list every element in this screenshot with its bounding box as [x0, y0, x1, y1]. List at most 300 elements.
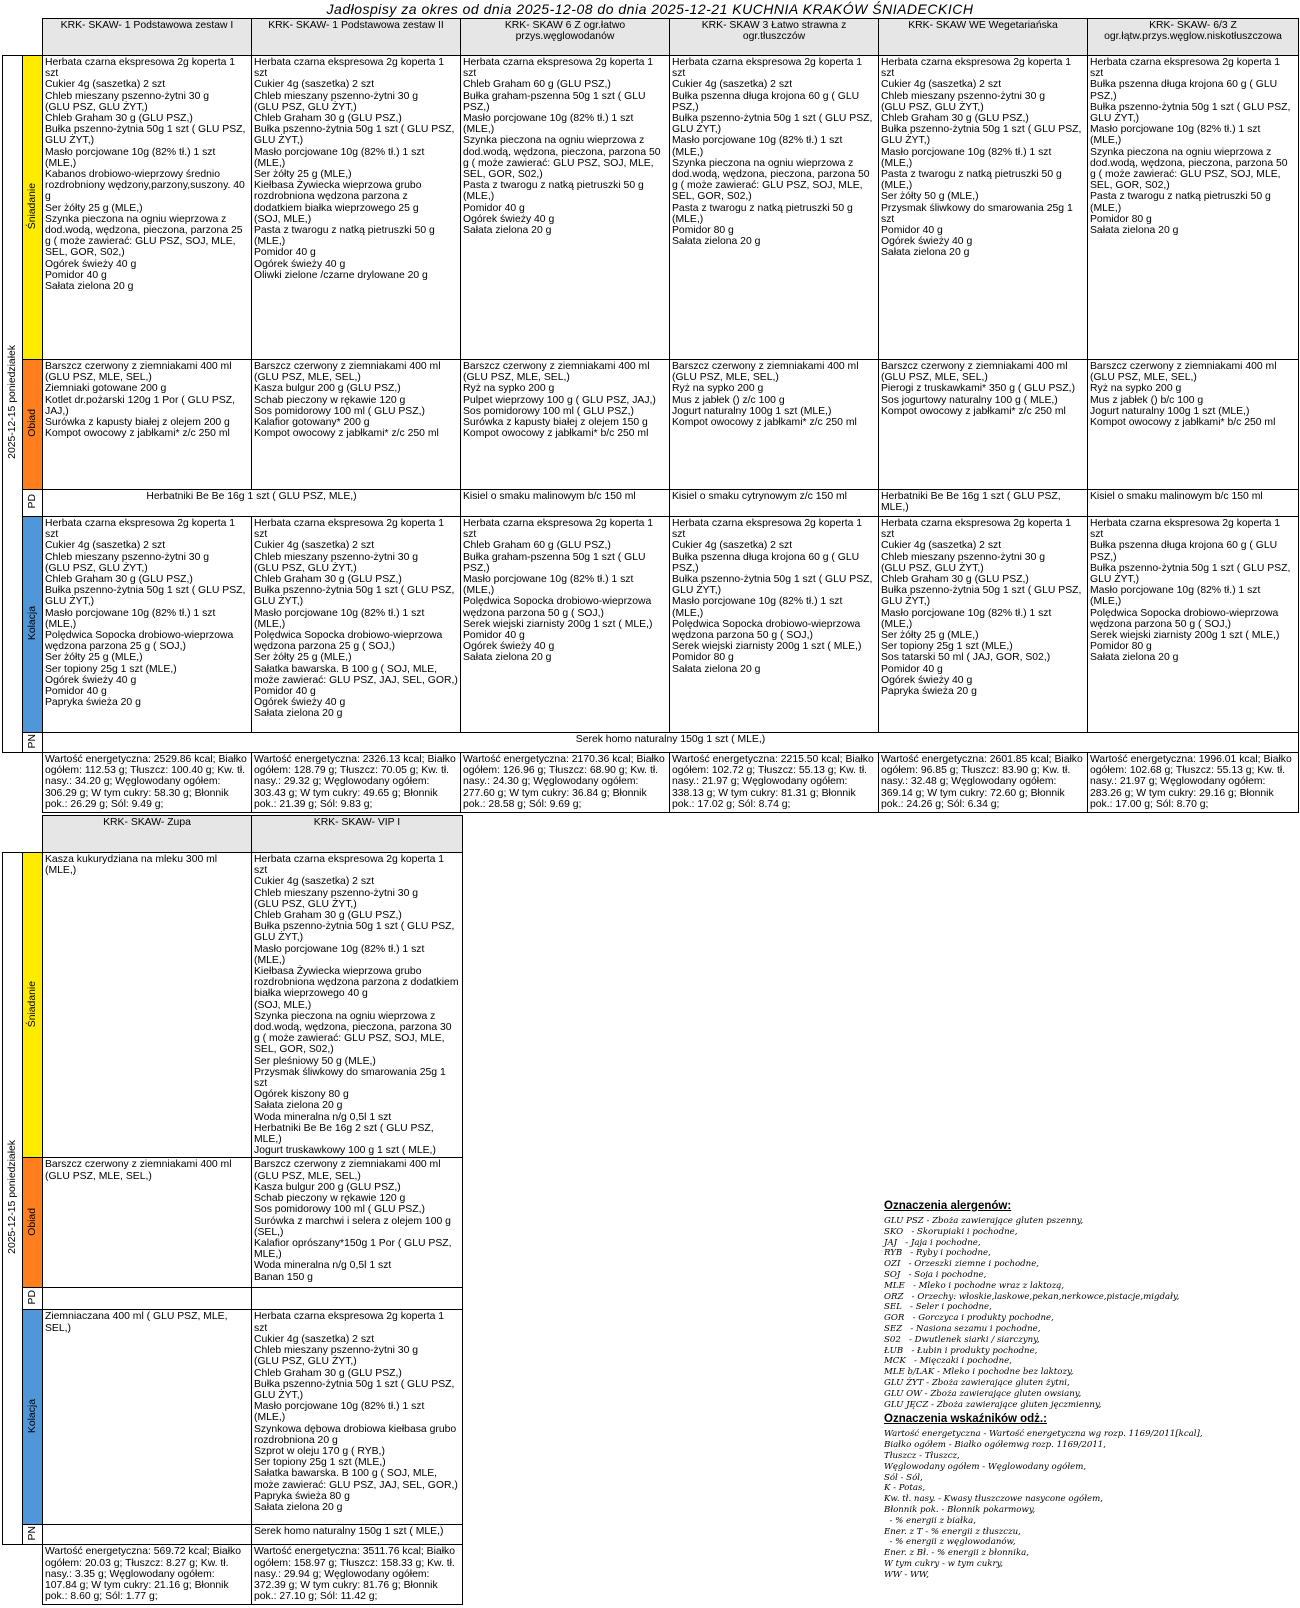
menu-cell — [461, 56, 670, 360]
list-item: (MLE,) — [463, 191, 495, 203]
list-item: Ogórek świeży 40 g — [45, 258, 137, 270]
menu-cell: Kisiel o smaku cytrynowym z/c 150 ml — [670, 490, 879, 517]
list-item: Chleb mieszany pszenno-żytni 30 g — [45, 551, 210, 563]
list-item: Chleb Graham 30 g (GLU PSZ,) — [881, 574, 1029, 586]
list-item: MLE b/LAK - Mleko i pochodne bez laktozy, — [884, 1367, 1074, 1378]
lunch-row — [3, 1158, 463, 1288]
list-item: Ser żółty 25 g (MLE,) — [45, 652, 143, 664]
list-item: Bułka pszenno-żytnia 50g 1 szt ( GLU PSZ, GLU ŻYT,) — [254, 921, 455, 944]
meal-label-pd: PD — [23, 490, 43, 517]
list-item: Sałata zielona 20 g — [672, 236, 761, 248]
list-item: Kasza bulgur 200 g (GLU PSZ,) — [254, 1181, 401, 1193]
list-item: Ogórek świeży 40 g — [463, 641, 555, 653]
list-item: Ser żółty 25 g (MLE,) — [254, 169, 352, 181]
list-item: Szynka pieczona na ogniu wieprzowa z dod.wodą, wędzona, pieczona, parzona 50 g ( może zawierać: GLU PSZ, SOJ, MLE, SEL, GOR, S02,) — [672, 157, 870, 203]
list-item: (MLE,) — [1090, 135, 1122, 147]
list-item: (MLE,) — [45, 865, 77, 877]
list-item: Ogórek świeży 40 g — [463, 213, 555, 225]
menu-cell — [43, 1158, 252, 1288]
list-item: Szprot w oleju 170 g ( RYB,) — [254, 1445, 385, 1457]
list-item: SOJ - Soja i pochodne, — [884, 1269, 987, 1280]
list-item: Masło porcjowane 10g (82% tł.) 1 szt — [45, 607, 216, 619]
list-item: Ser topiony 25g 1 szt (MLE,) — [254, 1457, 386, 1469]
list-item: Chleb mieszany pszenno-żytni 30 g — [254, 1345, 419, 1357]
list-item: Chleb Graham 30 g (GLU PSZ,) — [254, 113, 402, 125]
supper-row — [3, 1310, 463, 1525]
list-item: Serek wiejski ziarnisty 200g 1 szt ( MLE,) — [672, 641, 862, 653]
list-item: Błonnik pok. - Błonnik pokarmowy, — [884, 1504, 1036, 1515]
list-item: W tym cukry - w tym cukry, — [884, 1558, 1004, 1569]
list-item: Chleb Graham 60 g (GLU PSZ,) — [463, 79, 611, 91]
list-item: Jogurt naturalny 100g 1 szt (MLE,) — [672, 405, 832, 417]
legend — [884, 1200, 1300, 1581]
list-item: Herbata czarna ekspresowa 2g koperta 1 szt — [672, 518, 863, 541]
list-item: Sałata zielona 20 g — [672, 663, 761, 675]
list-item: (GLU PSZ, GLU ŻYT,) — [254, 562, 357, 574]
list-item: Pomidor 80 g — [1090, 213, 1152, 225]
list-item: Herbata czarna ekspresowa 2g koperta 1 szt — [254, 1311, 445, 1334]
list-item: Cukier 4g (saszetka) 2 szt — [672, 540, 793, 552]
diet-header: KRK- SKAW- 6/3 Z ogr.łątw.przys.węglow.niskotłuszczowa — [1088, 19, 1299, 56]
menu-cell — [252, 56, 461, 360]
diet-header: KRK- SKAW 6 Z ogr.łatwo przys.węglowodanów — [461, 19, 670, 56]
menu-cell — [43, 1288, 252, 1310]
list-item: Bułka pszenna długa krojona 60 g ( GLU PSZ,) — [672, 90, 860, 113]
list-item: Bułka pszenno-żytnia 50g 1 szt ( GLU PSZ, GLU ŻYT,) — [672, 574, 873, 597]
list-item: Chleb mieszany pszenno-żytni 30 g — [881, 90, 1046, 102]
list-item: (MLE,) — [881, 618, 913, 630]
list-item: Ser żółty 25 g (MLE,) — [254, 652, 352, 664]
list-item: GLU PSZ - Zboża zawierające gluten pszenny, — [884, 1216, 1084, 1226]
diet-header: KRK- SKAW- 1 Podstawowa zestaw II — [252, 19, 461, 56]
list-item: Herbatniki Be Be 16g 2 szt ( GLU PSZ, MLE,) — [254, 1122, 434, 1146]
corner-blank — [3, 19, 43, 56]
list-item: Ser pleśniowy 50 g (MLE,) — [254, 1055, 376, 1067]
list-item: Barszcz czerwony z ziemniakami 400 ml (GLU PSZ, MLE, SEL,) — [672, 361, 859, 384]
list-item: Pulpet wieprzowy 100 g ( GLU PSZ, JAJ,) — [463, 394, 656, 406]
list-item: (GLU PSZ, GLU ŻYT,) — [254, 1356, 357, 1368]
list-item: (GLU PSZ, GLU ŻYT,) — [45, 101, 148, 113]
list-item: Ogórek świeży 40 g — [881, 236, 973, 248]
list-item: Sól - Sól, — [884, 1472, 923, 1483]
list-item: Schab pieczony w rękawie 120 g — [254, 394, 406, 406]
list-item: Bułka pszenno-żytnia 50g 1 szt ( GLU PSZ, GLU ŻYT,) — [254, 124, 455, 147]
diet-header: KRK- SKAW WE Wegetariańska — [879, 19, 1088, 56]
list-item: (GLU PSZ, GLU ŻYT,) — [45, 562, 148, 574]
list-item: Bułka graham-pszenna 50g 1 szt ( GLU PSZ,) — [463, 551, 646, 574]
list-item: Herbata czarna ekspresowa 2g koperta 1 szt — [254, 57, 445, 80]
list-item: Cukier 4g (saszetka) 2 szt — [45, 79, 166, 91]
list-item: Sałata zielona 20 g — [463, 225, 552, 237]
list-item: Przysmak śliwkowy do smarowania 25g 1 szt — [881, 202, 1073, 225]
list-item: Kalafior gotowany* 200 g — [254, 417, 370, 429]
menu-table-2 — [2, 815, 463, 1605]
pd-row — [3, 1288, 463, 1310]
list-item: Szynka pieczona na ogniu wieprzowa z dod.wodą, wędzona, pieczona, parzona 50 g ( może zawierać: GLU PSZ, SOJ, MLE, SEL, GOR, S02,) — [463, 135, 661, 181]
menu-cell — [879, 517, 1088, 733]
list-item: (GLU PSZ, GLU ŻYT,) — [881, 562, 984, 574]
list-item: GLU OW - Zboża zawierające gluten owsiany, — [884, 1388, 1082, 1399]
list-item: Masło porcjowane 10g (82% tł.) 1 szt — [1090, 124, 1261, 136]
list-item: GLU JĘCZ - Zboża zawierające gluten jęczmienny, — [884, 1399, 1102, 1410]
list-item: Cukier 4g (saszetka) 2 szt — [254, 1333, 375, 1345]
list-item: Bułka pszenno-żytnia 50g 1 szt ( GLU PSZ, GLU ŻYT,) — [881, 124, 1082, 147]
menu-cell — [252, 360, 461, 490]
list-item: Cukier 4g (saszetka) 2 szt — [254, 876, 375, 888]
list-item: Herbata czarna ekspresowa 2g koperta 1 szt — [881, 57, 1072, 80]
nutrition-cell: Wartość energetyczna: 3511.76 kcal; Białko ogółem: 158.97 g; Tłuszcz: 158.33 g; Kw. tł. nasy.: 29.94 g; Węglowodany ogółem: 372.39 g; W tym cukry: 81.76 g; Błonnik pok.: 27.10 g; Sól: 11.42 g; — [252, 1545, 463, 1605]
menu-cell — [43, 1525, 252, 1545]
list-item: Polędwica Sopocka drobiowo-wieprzowa wędzona parzona 50 g ( SOJ,) — [1090, 607, 1279, 630]
list-item: (MLE,) — [254, 1412, 286, 1424]
list-item: Sałata zielona 20 g — [881, 247, 970, 259]
list-item: Polędwica Sopocka drobiowo-wieprzowa wędzona parzona 50 g ( SOJ,) — [672, 618, 861, 642]
list-item: Ser żółty 50 g (MLE,) — [881, 191, 979, 203]
list-item: (MLE,) — [1090, 596, 1122, 608]
list-item: Sałata zielona 20 g — [1090, 652, 1179, 664]
menu-cell — [879, 360, 1088, 490]
list-item: Bułka pszenna długa krojona 60 g ( GLU PSZ,) — [1090, 79, 1278, 102]
list-item: Ogórek świeży 40 g — [45, 674, 137, 686]
diet-header: KRK- SKAW 3 Łatwo strawna z ogr.tłuszczów — [670, 19, 879, 56]
list-item: Herbata czarna ekspresowa 2g koperta 1 szt — [1090, 518, 1281, 541]
list-item: Ryż na sypko 200 g — [463, 383, 555, 395]
list-item: Sałatka bawarska. B 100 g ( SOJ, MLE, może zawierać: GLU PSZ, JAJ, SEL, GOR,) — [254, 1468, 458, 1491]
list-item: Surówka z kapusty białej z olejem 150 g — [463, 417, 648, 429]
list-item: Papryka świeża 20 g — [881, 686, 977, 698]
list-item: Pasta z twarogu z natką pietruszki 50 g — [1090, 191, 1271, 203]
list-item: - % energii z białka, — [884, 1515, 977, 1526]
list-item: Serek wiejski ziarnisty 200g 1 szt ( MLE,) — [463, 618, 653, 630]
list-item: Masło porcjowane 10g (82% tł.) 1 szt — [254, 1401, 425, 1413]
list-item: Pomidor 80 g — [1090, 641, 1152, 653]
list-item: Masło porcjowane 10g (82% tł.) 1 szt — [881, 146, 1052, 158]
menu-cell — [670, 56, 879, 360]
list-item: Herbata czarna ekspresowa 2g koperta 1 szt — [672, 57, 863, 80]
menu-cell: Serek homo naturalny 150g 1 szt ( MLE,) — [43, 733, 1299, 753]
list-item: - % energii z węglowodanów, — [884, 1537, 1016, 1548]
list-item: Ser topiony 25g 1 szt (MLE,) — [45, 663, 177, 675]
list-item: Mus z jabłek () z/c 100 g — [672, 394, 785, 406]
list-item: Cukier 4g (saszetka) 2 szt — [45, 540, 166, 552]
list-item: Masło porcjowane 10g (82% tł.) 1 szt — [254, 943, 425, 955]
list-item: Cukier 4g (saszetka) 2 szt — [881, 540, 1002, 552]
page-title: Jadłospisy za okres od dnia 2025-12-08 do dnia 2025-12-21 KUCHNIA KRAKÓW ŚNIADECKICH — [326, 1, 974, 17]
list-item: Chleb Graham 30 g (GLU PSZ,) — [45, 113, 193, 125]
header-row — [3, 816, 463, 853]
list-item: SEZ - Nasiona sezamu i pochodne, — [884, 1323, 1041, 1334]
list-item: Masło porcjowane 10g (82% tł.) 1 szt — [463, 113, 634, 125]
list-item: (MLE,) — [672, 607, 704, 619]
list-item: Szynka pieczona na ogniu wieprzowa z dod.wodą, wędzona, pieczona, parzona 30 g ( może zawierać: GLU PSZ, SOJ, MLE, SEL, GOR, S02,) — [254, 1010, 452, 1056]
list-item: Barszcz czerwony z ziemniakami 400 ml (GLU PSZ, MLE, SEL,) — [881, 361, 1068, 384]
meal-label-lunch: Obiad — [23, 360, 43, 490]
list-item: Pasta z twarogu z natką pietruszki 50 g — [881, 169, 1062, 181]
list-item: Herbata czarna ekspresowa 2g koperta 1 szt — [881, 518, 1072, 541]
list-item: Pasta z twarogu z natką pietruszki 50 g — [254, 225, 435, 237]
menu-cell — [461, 360, 670, 490]
pn-row — [3, 1525, 463, 1545]
list-item: Pomidor 40 g — [463, 630, 525, 642]
list-item: Schab pieczony w rękawie 120 g — [254, 1193, 406, 1205]
menu-cell — [43, 360, 252, 490]
pn-row — [3, 733, 1299, 753]
menu-cell: Herbatniki Be Be 16g 1 szt ( GLU PSZ, MLE,) — [43, 490, 461, 517]
list-item: (MLE,) — [881, 157, 913, 169]
list-item: Sałata zielona 20 g — [463, 652, 552, 664]
list-item: Pomidor 40 g — [254, 247, 316, 259]
list-item: Herbata czarna ekspresowa 2g koperta 1 szt — [463, 57, 654, 80]
menu-cell — [43, 517, 252, 733]
menu-cell: Kisiel o smaku malinowym b/c 150 ml — [1088, 490, 1299, 517]
list-item: Kabanos drobiowo-wieprzowy średnio rozdrobniony wędzony,parzony,suszony. 40 g — [45, 169, 245, 203]
list-item: SEL - Seler i pochodne, — [884, 1302, 992, 1313]
list-item: Sałata zielona 20 g — [254, 708, 343, 720]
list-item: Ser żółty 25 g (MLE,) — [881, 630, 979, 642]
list-item: Pasta z twarogu z natką pietruszki 50 g — [463, 180, 644, 192]
pd-row — [3, 490, 1299, 517]
list-item: Szynka pieczona na ogniu wieprzowa z dod.wodą, wędzona, pieczona, parzona 50 g ( może zawierać: GLU PSZ, SOJ, MLE, SEL, GOR, S02,) — [1090, 146, 1288, 192]
list-item: Pomidor 40 g — [881, 225, 943, 237]
list-item: Ener. z Bł. - % energii z błonnika, — [884, 1548, 1030, 1559]
list-item: Chleb Graham 30 g (GLU PSZ,) — [45, 574, 193, 586]
list-item: Kasza kukurydziana na mleku 300 ml — [45, 854, 218, 865]
menu-cell — [252, 517, 461, 733]
menu-cell — [461, 517, 670, 733]
list-item: Polędwica Sopocka drobiowo-wieprzowa wędzona parzona 50 g ( SOJ,) — [463, 596, 652, 619]
list-item: Masło porcjowane 10g (82% tł.) 1 szt — [1090, 585, 1261, 597]
date-label: 2025-12-15 poniedziałek — [6, 1140, 18, 1255]
list-item: Jogurt truskawkowy 100 g 1 szt ( MLE,) — [254, 1145, 436, 1157]
list-item: Bułka pszenna długa krojona 60 g ( GLU PSZ,) — [672, 551, 860, 574]
list-item: Polędwica Sopocka drobiowo-wieprzowa wędzona parzona 25 g ( SOJ,) — [45, 630, 234, 653]
list-item: GLU ŻYT - Zboża zawierające gluten żytni, — [884, 1377, 1070, 1388]
list-item: Masło porcjowane 10g (82% tł.) 1 szt — [254, 146, 425, 158]
list-item: Papryka świeża 20 g — [45, 697, 141, 709]
list-item: Oliwki zielone /czarne drylowane 20 g — [254, 269, 428, 281]
list-item: Cukier 4g (saszetka) 2 szt — [254, 79, 375, 91]
list-item: Barszcz czerwony z ziemniakami 400 ml (GLU PSZ, MLE, SEL,) — [45, 361, 232, 384]
list-item: Kompot owocowy z jabłkami* z/c 250 ml — [45, 428, 230, 440]
list-item: Masło porcjowane 10g (82% tł.) 1 szt — [672, 135, 843, 147]
list-item: Ziemniaki gotowane 200 g — [45, 383, 167, 395]
list-item: Ryż na sypko 200 g — [1090, 383, 1182, 395]
list-item: Bułka graham-pszenna 50g 1 szt ( GLU PSZ,) — [463, 90, 646, 113]
list-item: WW - WW, — [884, 1569, 929, 1580]
list-item: Sos pomidorowy 100 ml ( GLU PSZ,) — [254, 1204, 425, 1216]
allergens-title: Oznaczenia alergenów: — [884, 1200, 1012, 1212]
menu-cell: Herbatniki Be Be 16g 1 szt ( GLU PSZ, MLE,) — [879, 490, 1088, 517]
nutrition-cell: Wartość energetyczna: 1996.01 kcal; Białko ogółem: 102.68 g; Tłuszcz: 55.13 g; Kw. tł. nasy.: 21.97 g; Węglowodany ogółem: 283.26 g; W tym cukry: 29.16 g; Błonnik pok.: 17.00 g; Sól: 8.70 g; — [1088, 753, 1299, 813]
meal-label-pn: PN — [23, 733, 43, 753]
list-item: Chleb mieszany pszenno-żytni 30 g — [254, 90, 419, 102]
list-item: Pomidor 40 g — [463, 202, 525, 214]
list-item: Białko ogółem - Białko ogółemwg rozp. 1169/2011, — [884, 1440, 1107, 1451]
list-item: Sos pomidorowy 100 ml ( GLU PSZ,) — [254, 405, 425, 417]
list-item: Kasza bulgur 200 g (GLU PSZ,) — [254, 383, 401, 395]
menu-cell — [1088, 517, 1299, 733]
meal-label-pn: PN — [23, 1525, 43, 1545]
menu-cell — [252, 1310, 463, 1525]
list-item: Pomidor 80 g — [672, 652, 734, 664]
lunch-row — [3, 360, 1299, 490]
list-item: Herbata czarna ekspresowa 2g koperta 1 szt — [463, 518, 654, 541]
list-item: Przysmak śliwkowy do smarowania 25g 1 szt — [254, 1066, 446, 1090]
menu-cell — [252, 1288, 463, 1310]
list-item: Barszcz czerwony z ziemniakami 400 ml (GLU PSZ, MLE, SEL,) — [45, 1159, 232, 1182]
header-row — [3, 19, 1299, 56]
list-item: OZI - Orzeszki ziemne i pochodne, — [884, 1259, 1040, 1270]
list-item: Pomidor 40 g — [45, 269, 107, 281]
list-item: Sałata zielona 20 g — [1090, 225, 1179, 237]
list-item: Kompot owocowy z jabłkami* z/c 250 ml — [254, 428, 439, 440]
list-item: Ogórek świeży 40 g — [881, 674, 973, 686]
list-item: Barszcz czerwony z ziemniakami 400 ml (GLU PSZ, MLE, SEL,) — [463, 361, 650, 384]
nutrition-cell: Wartość energetyczna: 2326.13 kcal; Białko ogółem: 128.79 g; Tłuszcz: 70.05 g; Kw. tł. nasy.: 29.32 g; Węglowodany ogółem: 303.43 g; W tym cukry: 49.65 g; Błonnik pok.: 21.39 g; Sól: 9.83 g; — [252, 753, 461, 813]
list-item: Mus z jabłek () b/c 100 g — [1090, 394, 1204, 406]
meal-label-pd: PD — [23, 1288, 43, 1310]
menu-cell — [43, 853, 252, 1158]
list-item: Banan 150 g — [254, 1271, 313, 1283]
list-item: Cukier 4g (saszetka) 2 szt — [254, 540, 375, 552]
nutrition-row — [3, 1545, 463, 1605]
list-item: (GLU PSZ, GLU ŻYT,) — [254, 898, 357, 910]
nutrition-row — [3, 753, 1299, 813]
meal-label-supper: Kolacja — [23, 1310, 43, 1525]
list-item: GOR - Gorczyca i produkty pochodne, — [884, 1313, 1054, 1324]
indicators-title: Oznaczenia wskaźników odż.: — [884, 1413, 1047, 1426]
list-item: (GLU PSZ, GLU ŻYT,) — [881, 101, 984, 113]
list-item: Sałata zielona 20 g — [45, 281, 134, 293]
list-item: Bułka pszenno-żytnia 50g 1 szt ( GLU PSZ, GLU ŻYT,) — [672, 113, 873, 136]
list-item: Ener. z T - % energii z tłuszczu, — [884, 1526, 1021, 1537]
list-item: Cukier 4g (saszetka) 2 szt — [672, 79, 793, 91]
list-item: (MLE,) — [1090, 202, 1122, 214]
allergen-list — [884, 1216, 1300, 1410]
indicator-list — [884, 1429, 1300, 1580]
list-item: Chleb Graham 30 g (GLU PSZ,) — [254, 910, 402, 922]
list-item: Bułka pszenno-żytnia 50g 1 szt ( GLU PSZ, GLU ŻYT,) — [254, 1378, 455, 1401]
list-item: Sałata zielona 20 g — [254, 1100, 343, 1112]
menu-cell — [43, 1310, 252, 1525]
list-item: Chleb Graham 60 g (GLU PSZ,) — [463, 540, 611, 552]
list-item: (MLE,) — [45, 157, 77, 169]
list-item: Cukier 4g (saszetka) 2 szt — [881, 79, 1002, 91]
list-item: Węglowodany ogółem - Węglowodany ogółem, — [884, 1461, 1087, 1472]
nutrition-cell: Wartość energetyczna: 2529.86 kcal; Białko ogółem: 112.53 g; Tłuszcz: 100.40 g; Kw. tł. nasy.: 34.20 g; Węglowodany ogółem: 306.29 g; W tym cukry: 58.30 g; Błonnik pok.: 26.29 g; Sól: 9.49 g; — [43, 753, 252, 813]
list-item: Ryż na sypko 200 g — [672, 383, 764, 395]
breakfast-row — [3, 56, 1299, 360]
list-item: Ogórek kiszony 80 g — [254, 1089, 349, 1101]
nutrition-cell: Wartość energetyczna: 2215.50 kcal; Białko ogółem: 102.72 g; Tłuszcz: 55.13 g; Kw. tł. nasy.: 21.97 g; Węglowodany ogółem: 338.13 g; W tym cukry: 81.31 g; Błonnik pok.: 17.02 g; Sól: 8.74 g; — [670, 753, 879, 813]
list-item: Tłuszcz - Tłuszcz, — [884, 1450, 960, 1461]
list-item: Kalafior oprószany*150g 1 Por ( GLU PSZ, MLE,) — [254, 1237, 452, 1261]
list-item: MLE - Mleko i pochodne wraz z laktozą, — [884, 1280, 1065, 1291]
nutrition-cell: Wartość energetyczna: 2601.85 kcal; Białko ogółem: 96.85 g; Tłuszcz: 83.90 g; Kw. tł. nasy.: 32.48 g; Węglowodany ogółem: 369.14 g; W tym cukry: 72.60 g; Błonnik pok.: 24.26 g; Sól: 6.34 g; — [879, 753, 1088, 813]
list-item: Kw. tł. nasy. - Kwasy tłuszczowe nasycone ogółem, — [884, 1494, 1103, 1505]
list-item: Bułka pszenno-żytnia 50g 1 szt ( GLU PSZ, GLU ŻYT,) — [881, 585, 1082, 608]
list-item: (SOJ, MLE,) — [254, 213, 312, 225]
list-item: (MLE,) — [672, 213, 704, 225]
list-item: Ziemniaczana 400 ml ( GLU PSZ, MLE, SEL,) — [45, 1311, 228, 1334]
menu-cell — [879, 56, 1088, 360]
list-item: Chleb mieszany pszenno-żytni 30 g — [45, 90, 210, 102]
list-item: Herbata czarna ekspresowa 2g koperta 1 szt — [45, 518, 236, 541]
list-item: Ser żółty 25 g (MLE,) — [45, 202, 143, 214]
list-item: Ogórek świeży 40 g — [254, 697, 346, 709]
list-item: Herbata czarna ekspresowa 2g koperta 1 szt — [45, 57, 236, 80]
list-item: Sos jogurtowy naturalny 100 g ( MLE,) — [881, 394, 1058, 406]
list-item: Pomidor 80 g — [672, 225, 734, 237]
list-item: (MLE,) — [881, 180, 913, 192]
menu-cell — [252, 1158, 463, 1288]
list-item: Masło porcjowane 10g (82% tł.) 1 szt — [881, 607, 1052, 619]
list-item: Sos pomidorowy 100 ml ( GLU PSZ,) — [463, 405, 634, 417]
list-item: Masło porcjowane 10g (82% tł.) 1 szt — [463, 574, 634, 586]
list-item: Pasta z twarogu z natką pietruszki 50 g — [672, 202, 853, 214]
meal-label-breakfast: Śniadanie — [23, 56, 43, 360]
nutrition-cell: Wartość energetyczna: 569.72 kcal; Białko ogółem: 20.03 g; Tłuszcz: 8.27 g; Kw. tł. nasy.: 3.35 g; Węglowodany ogółem: 107.84 g; W tym cukry: 21.16 g; Błonnik pok.: 8.60 g; Sól: 1.77 g; — [43, 1545, 252, 1605]
list-item: Barszcz czerwony z ziemniakami 400 ml (GLU PSZ, MLE, SEL,) — [254, 361, 441, 384]
list-item: K - Potas, — [884, 1483, 926, 1494]
list-item: Pierogi z truskawkami* 350 g ( GLU PSZ,) — [881, 383, 1076, 395]
list-item: Woda mineralna n/g 0,5l 1 szt — [254, 1260, 392, 1272]
list-item: Herbata czarna ekspresowa 2g koperta 1 szt — [254, 518, 445, 541]
list-item: Woda mineralna n/g 0,5l 1 szt — [254, 1111, 392, 1123]
list-item: Wartość energetyczna - Wartość energetyczna wg rozp. 1169/2011[kcal], — [884, 1429, 1203, 1440]
list-item: Masło porcjowane 10g (82% tł.) 1 szt — [45, 146, 216, 158]
menu-table-1 — [2, 18, 1299, 813]
list-item: Kompot owocowy z jabłkami* z/c 250 ml — [672, 417, 857, 429]
list-item: (MLE,) — [254, 618, 286, 630]
list-item: Barszcz czerwony z ziemniakami 400 ml (GLU PSZ, MLE, SEL,) — [1090, 361, 1277, 384]
menu-cell: Serek homo naturalny 150g 1 szt ( MLE,) — [252, 1525, 463, 1545]
diet-header: KRK- SKAW- VIP I — [252, 816, 463, 853]
breakfast-row — [3, 853, 463, 1158]
list-item: Surówka z marchwi i selera z olejem 100 g (SEL,) — [254, 1215, 451, 1238]
list-item: Chleb mieszany pszenno-żytni 30 g — [254, 551, 419, 563]
meal-label-supper: Kolacja — [23, 517, 43, 733]
diet-header: KRK- SKAW- 1 Podstawowa zestaw I — [43, 19, 252, 56]
list-item: (MLE,) — [672, 146, 704, 158]
list-item: Bułka pszenno-żytnia 50g 1 szt ( GLU PSZ, GLU ŻYT,) — [1090, 101, 1291, 125]
list-item: Kompot owocowy z jabłkami* b/c 250 ml — [463, 428, 649, 440]
list-item: (MLE,) — [254, 157, 286, 169]
list-item: Surówka z kapusty białej z olejem 200 g — [45, 417, 230, 429]
list-item: Bułka pszenna długa krojona 60 g ( GLU PSZ,) — [1090, 540, 1278, 563]
nutrition-cell: Wartość energetyczna: 2170.36 kcal; Białko ogółem: 126.96 g; Tłuszcz: 68.90 g; Kw. tł. nasy.: 24.30 g; Węglowodany ogółem: 277.60 g; W tym cukry: 36.84 g; Błonnik pok.: 28.58 g; Sól: 9.69 g; — [461, 753, 670, 813]
menu-cell — [1088, 56, 1299, 360]
list-item: (MLE,) — [254, 954, 286, 966]
list-item: Chleb Graham 30 g (GLU PSZ,) — [254, 574, 402, 586]
menu-cell — [670, 360, 879, 490]
supper-row — [3, 517, 1299, 733]
list-item: MCK - Mięczaki i pochodne, — [884, 1356, 1012, 1367]
list-item: Pomidor 40 g — [45, 686, 107, 698]
list-item: Papryka świeża 80 g — [254, 1490, 350, 1502]
diet-header: KRK- SKAW- Zupa — [43, 816, 252, 853]
meal-label-lunch: Obiad — [23, 1158, 43, 1288]
date-label: 2025-12-15 poniedziałek — [6, 345, 18, 460]
list-item: Ser topiony 25g 1 szt (MLE,) — [881, 641, 1013, 653]
list-item: Kompot owocowy z jabłkami* z/c 250 ml — [881, 405, 1066, 417]
list-item: Barszcz czerwony z ziemniakami 400 ml (GLU PSZ, MLE, SEL,) — [254, 1159, 441, 1182]
list-item: Pomidor 40 g — [254, 686, 316, 698]
list-item: Serek wiejski ziarnisty 200g 1 szt ( MLE,) — [1090, 630, 1280, 642]
list-item: Chleb Graham 30 g (GLU PSZ,) — [254, 1367, 402, 1379]
meal-label-breakfast: Śniadanie — [23, 853, 43, 1158]
list-item: (SOJ, MLE,) — [254, 999, 312, 1011]
